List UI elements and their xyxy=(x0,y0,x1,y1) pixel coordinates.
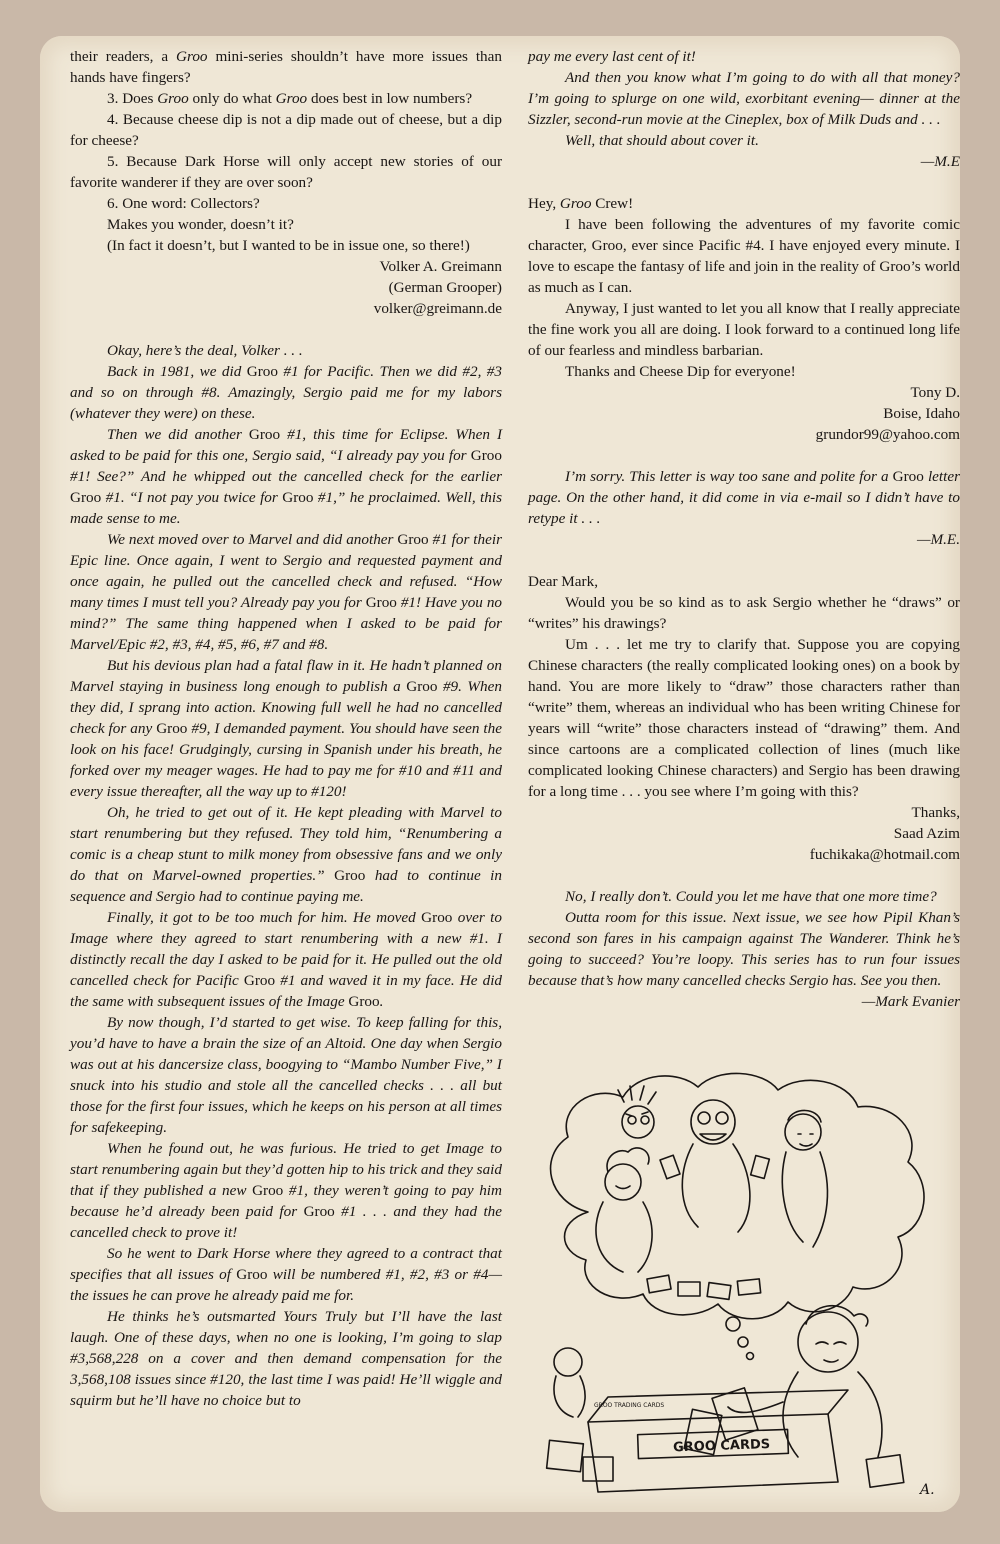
letter3-signature-email: fuchikaka@hotmail.com xyxy=(809,846,960,863)
letter3-signature-name: Saad Azim xyxy=(893,825,960,842)
reply1-p9: When he found out, he was furious. He tried to get Image to start renumbering again but they’d gotten hip to his trick and they said that if they published a new Groo #1, they weren’t going to pay him because he’d already been paid for Groo #1 . . . and they had the cancelled check to prove it! xyxy=(70,1140,503,1241)
reply1-p6: Oh, he tried to get out of it. He kept pleading with Marvel to start renumbering but they refused. They told him, “Renumbering a comic is a cheap stunt to milk money from obsessive fans and we only do that on Marvel-owned properties.” Groo had to continue in sequence and Sergio had to continue paying me. xyxy=(70,804,502,905)
box-side-label: GROO TRADING CARDS xyxy=(594,1402,665,1409)
artist-mark: A. xyxy=(920,1482,935,1498)
reply1 xyxy=(70,340,502,1411)
reply1-p4: We next moved over to Marvel and did another Groo #1 for their Epic line. Once again, I went to Sergio and requested payment and once again, he pulled out the cancelled check and refused. “How many times I must tell you? Already pay you for Groo #1! Have you no mind?” The same thing happened when I asked to be paid for Marvel/Epic #2, #3, #4, #5, #6, #7 and #8. xyxy=(70,531,503,653)
reply1-cont-p2: And then you know what I’m going to do with all that money? I’m going to splurge on one wild, exorbitant evening— dinner at the Sizzler, second-run movie at the Cineplex, box of Milk Duds and . . . xyxy=(528,69,960,128)
letter3-signature-thanks: Thanks, xyxy=(911,804,960,821)
letter2-signature-place: Boise, Idaho xyxy=(883,405,960,422)
reply3 xyxy=(528,886,960,1012)
letter1-signature-name: Volker A. Greimann xyxy=(379,258,502,275)
letter2-p1: I have been following the adventures of my favorite comic character, Groo, ever since Pacific #4. I have enjoyed every minute. I love to escape the fantasy of life and join in the reality of Groo’s world as much as I can. xyxy=(528,216,960,296)
letter2-p2: Anyway, I just wanted to let you all know that I really appreciate the fine work you all are doing. I look forward to a continued long life of our fearless and mindless barbarian. xyxy=(528,300,960,359)
small-figure xyxy=(554,1348,585,1417)
cloud-people xyxy=(596,1086,828,1299)
letter1-q5: 5. Because Dark Horse will only accept new stories of our favorite wanderer if they are over soon? xyxy=(70,153,502,191)
reply1-cont-p3: Well, that should about cover it. xyxy=(565,132,759,149)
letter1-signature-tag: (German Grooper) xyxy=(388,279,502,296)
box-label: GROO CARDS xyxy=(672,1437,771,1456)
reply2-signature: —M.E. xyxy=(916,531,960,548)
reply3-p1: No, I really don’t. Could you let me have that one more time? xyxy=(565,888,937,905)
letter3-p1: Would you be so kind as to ask Sergio whether he “draws” or “writes” his drawings? xyxy=(528,594,960,632)
reply1-p1: Okay, here’s the deal, Volker . . . xyxy=(107,342,303,359)
reply1-p2: Back in 1981, we did Groo #1 for Pacific. Then we did #2, #3 and so on through #8. Amazingly, Sergio paid me for my labors (whatever they were) on these. xyxy=(70,363,502,422)
letter2-signature-email: grundor99@yahoo.com xyxy=(815,426,960,443)
daydreaming-man xyxy=(728,1306,882,1457)
reply1-p3: Then we did another Groo #1, this time for Eclipse. When I asked to be paid for this one, Sergio said, “I already pay you for Groo #1! See?” And he whipped out the cancelled check for the earlier Groo #1. “I not pay you twice for Groo #1,” he proclaimed. Well, this made sense to me. xyxy=(70,426,503,527)
letter3-p2: Um . . . let me try to clarify that. Suppose you are copying Chinese characters (the really complicated looking ones) on a book by hand. You are more likely to “draw” those characters rather than “write” them, whereas an individual who has been writing Chinese for years will “write” those characters instead of “drawing” them. And since cartoons are a complicated collection of lines (much like complicated looking Chinese characters) and Sergio has been drawing for a long time . . . you see where I’m going with this? xyxy=(528,636,960,800)
thought-bubble-3 xyxy=(747,1353,754,1360)
letter3-greeting: Dear Mark, xyxy=(528,573,598,590)
left-column xyxy=(70,46,502,1411)
reply2 xyxy=(528,466,960,550)
letter2-greeting: Hey, Groo Crew! xyxy=(528,195,634,212)
letter1-q6: 6. One word: Collectors? xyxy=(107,195,260,212)
reply1-p7: Finally, it got to be too much for him. He moved Groo over to Image where they agreed to start renumbering with a new #1. I distinctly recall the day I asked to be paid for it. He pulled out the old cancelled check for Pacific Groo #1 and waved it in my face. He did the same with subsequent issues of the Image Groo. xyxy=(70,909,503,1010)
letter1-intro: their readers, a Groo mini-series shouldn’t have more issues than hands have fingers? xyxy=(70,48,502,86)
letter1-wonder: Makes you wonder, doesn’t it? xyxy=(107,216,294,233)
reply1-p10: So he went to Dark Horse where they agreed to a contract that specifies that all issues of Groo will be numbered #1, #2, #3 or #4— the issues he can prove he already paid me for. xyxy=(70,1245,502,1304)
groo-cards-cartoon xyxy=(528,1062,960,1502)
reply3-p2: Outta room for this issue. Next issue, we see how Pipil Khan’s second son fares in his campaign against The Wanderer. Think he’s going to succeed? You’re loopy. This series has to run four issues because that’s how many cancelled checks Sergio has. See you then. xyxy=(528,909,960,989)
reply1-continued xyxy=(528,46,960,172)
letter2-p3: Thanks and Cheese Dip for everyone! xyxy=(565,363,796,380)
letter2-signature-name: Tony D. xyxy=(910,384,960,401)
thought-bubble-1 xyxy=(726,1317,740,1331)
reply1-p8: By now though, I’d started to get wise. To keep falling for this, you’d have to have a brain the size of an Altoid. One day when Sergio was out at his dancersize class, boogying to “Mambo Number Five,” I snuck into his studio and stole all the cancelled checks . . . all but those for the first four issues, which he keeps on his person at all times for safekeeping. xyxy=(70,1014,502,1136)
letter1-fact: (In fact it doesn’t, but I wanted to be in issue one, so there!) xyxy=(107,237,470,254)
right-column xyxy=(528,46,960,1012)
letter1-q3: 3. Does Groo only do what Groo does best in low numbers? xyxy=(107,90,473,107)
reply1-p5: But his devious plan had a fatal flaw in it. He hadn’t planned on Marvel staying in business long enough to publish a Groo #9. When they did, I sprang into action. Knowing full well he had no cancelled check for any Groo #9, I demanded payment. You should have seen the look on his face! Grudgingly, cursing in Spanish under his breath, he forked over my meager wages. He had to pay me for #10 and #11 and every issue thereafter, all the way up to #120! xyxy=(70,657,502,800)
reply2-p1: I’m sorry. This letter is way too sane and polite for a Groo letter page. On the other hand, it did come in via e-mail so I didn’t have to retype it . . . xyxy=(528,468,960,527)
letter1-signature-email: volker@greimann.de xyxy=(373,300,502,317)
letter1-q4: 4. Because cheese dip is not a dip made out of cheese, but a dip for cheese? xyxy=(70,111,502,149)
reply1-cont-p1: pay me every last cent of it! xyxy=(528,48,696,65)
reply1-signature: —M.E xyxy=(920,153,960,170)
thought-bubble-2 xyxy=(738,1337,748,1347)
reply3-signature: —Mark Evanier xyxy=(861,993,960,1010)
reply1-p11: He thinks he’s outsmarted Yours Truly but I’ll have the last laugh. One of these days, when no one is looking, I’m going to slap #3,568,228 on a cover and then demand compensation for the 3,568,108 issues since #120, the last time I was paid! He’ll wiggle and squirm but he’ll have no choice but to xyxy=(70,1308,502,1409)
